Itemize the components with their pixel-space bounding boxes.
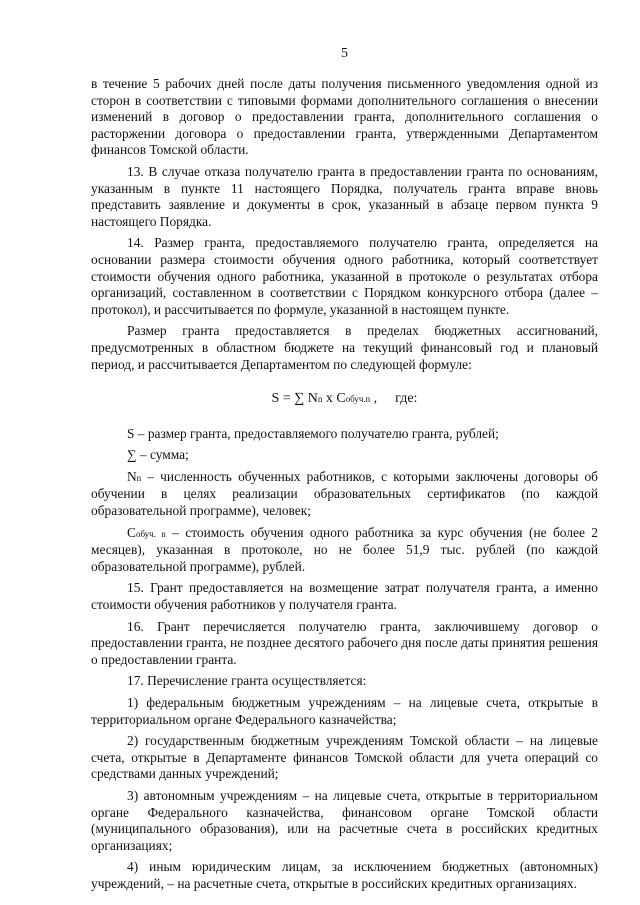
definition-sum (91, 447, 598, 464)
document-body (91, 76, 598, 898)
def-symbol: N (127, 468, 137, 484)
formula-sub-cost: обуч.n (345, 394, 371, 405)
formula-where: где: (395, 391, 418, 407)
page-number: 5 (341, 46, 348, 61)
definition-n (91, 469, 598, 520)
list-item-3: 3) автономным учреждениям – на лицевые счета, открытые в территориальном органе Федерального казначейства, финансовом органе Томской области (муниципального образования), или на расчетные счета в российских кредитных организациях; (91, 787, 598, 853)
formula-lhs: S = ∑ N (271, 391, 318, 407)
def-sub: обуч. n (135, 528, 166, 539)
formula-mult: x С (322, 391, 346, 407)
definition-cost (91, 525, 598, 576)
def-sub: n (136, 472, 142, 483)
def-text: – сумма; (136, 447, 189, 463)
paragraph-13: 13. В случае отказа получателю гранта в предоставлении гранта по основаниям, указанным в пункте 11 настоящего Порядка, получатель гранта вправе вновь представить заявление и документы в срок, указанный в абзаце первом пункта 9 настоящего Порядка. (91, 163, 598, 229)
paragraph-17: 17. Перечисление гранта осуществляется: (127, 673, 367, 689)
list-item-4: 4) иным юридическим лицам, за исключением бюджетных (автономных) учреждений, – на расчетные счета, открытые в российских кредитных организациях. (91, 859, 598, 891)
formula-tail: , (370, 391, 378, 407)
list-item-1: 1) федеральным бюджетным учреждениям – на лицевые счета, открытые в территориальном органе Федерального казначейства; (91, 695, 598, 727)
paragraph-15: 15. Грант предоставляется на возмещение затрат получателя гранта, а именно стоимости обучения работников у получателя гранта. (91, 580, 598, 613)
def-symbol: С (127, 524, 136, 540)
definition-s (91, 426, 598, 443)
paragraph-14: 14. Размер гранта, предоставляемого получателю гранта, определяется на основании размера стоимости обучения одного работника, который соответствует стоимости обучения одного работника, указанной в протоколе о результатах отбора организаций, составленном в соответствии с Порядком конкурсного отбора (далее – протокол), и рассчитывается по формуле, указанной в настоящем пункте. (91, 235, 598, 317)
paragraph-16: 16. Грант перечисляется получателю гранта, заключившему договор о предоставлении гранта, не позднее десятого рабочего дня после даты принятия решения о предоставлении гранта. (91, 618, 598, 667)
list-item-2: 2) государственным бюджетным учреждениям Томской области – на лицевые счета, открытые в Департаменте финансов Томской области для учета операций со средствами данных учреждений; (91, 733, 598, 782)
def-symbol: ∑ (127, 447, 137, 463)
def-text: – численность обученных работников, с которыми заключены договоры об обучении в целях реализации образовательных сертификатов (по каждой образовательной программе), человек; (91, 468, 598, 519)
formula-sub-n: n (317, 394, 323, 405)
def-symbol: S (127, 425, 135, 441)
paragraph-continuation: в течение 5 рабочих дней после даты получения письменного уведомления одной из сторон в соответствии с типовыми формами дополнительного соглашения о внесении изменений в договор о предоставлении гранта, дополнительного соглашения о расторжении договора о предоставлении гранта, утвержденными Департаментом финансов Томской области. (91, 76, 598, 158)
def-text: – стоимость обучения одного работника за курс обучения (не более 2 месяцев), указанная в протоколе, но не более 51,9 тыс. рублей (по каждой образовательной программе), рублей. (91, 524, 598, 574)
paragraph-grant-size: Размер гранта предоставляется в пределах бюджетных ассигнований, предусмотренных в областном бюджете на текущий финансовый год и плановый период, и рассчитывается Департаментом по следующей формуле: (91, 323, 598, 372)
def-text: – размер гранта, предоставляемого получателю гранта, рублей; (134, 425, 499, 441)
grant-formula (91, 391, 598, 408)
